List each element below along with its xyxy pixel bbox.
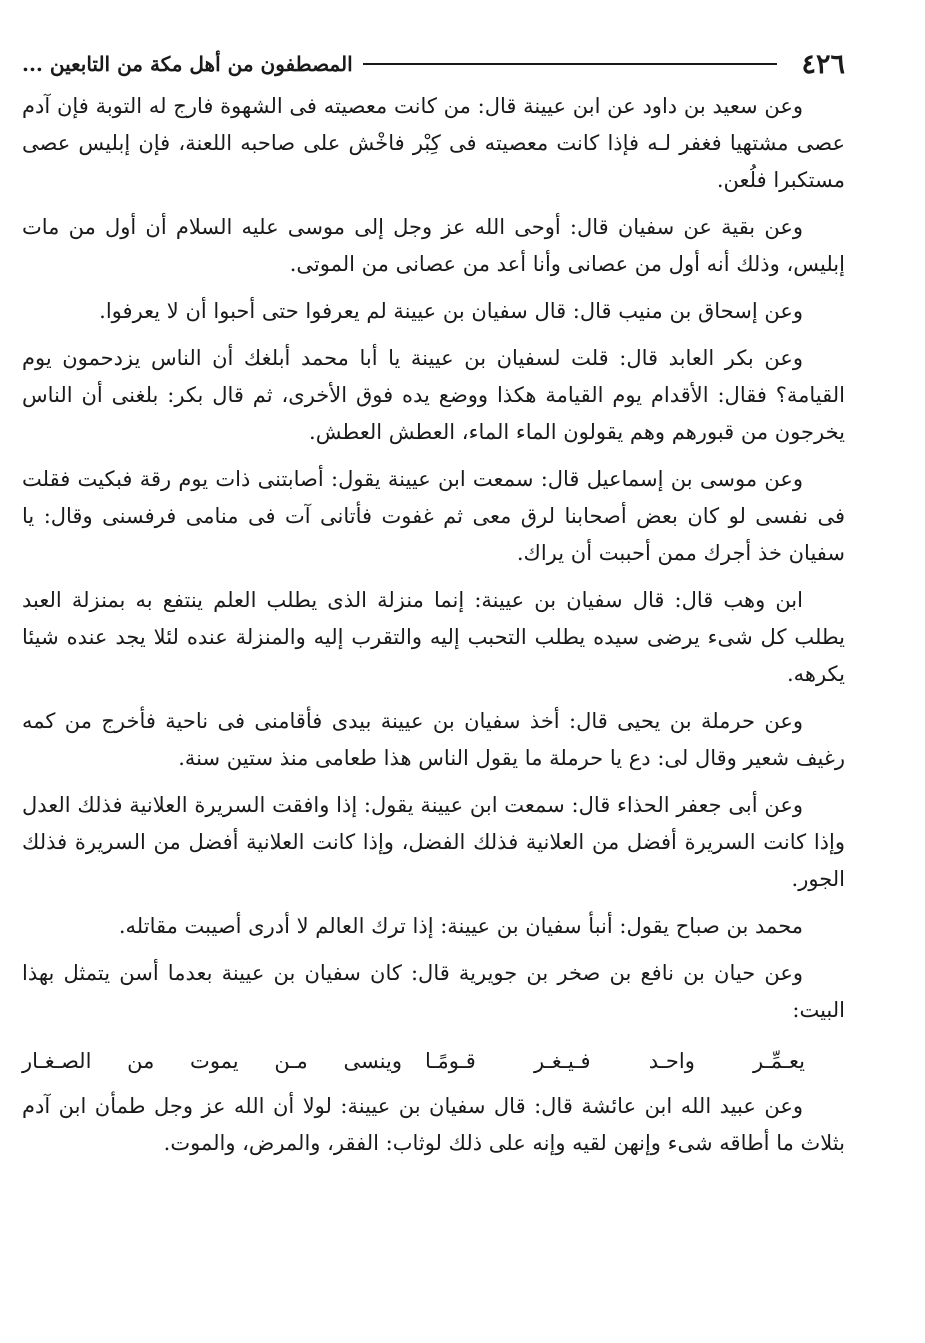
paragraph: وعن بكر العابد قال: قلت لسفيان بن عيينة يا أبا محمد أبلغك أن الناس يزدحمون يوم القيامة؟ فقال: الأقدام يوم القيامة هكذا ووضع يده فوق الأخرى، ثم قال بكر: بلغنى أن الناس يخرجون من قبورهم وهم يقولون الماء الماء، العطش العطش. — [22, 346, 845, 444]
paragraph: وعن سعيد بن داود عن ابن عيينة قال: من كانت معصيته فى الشهوة فارج له التوبة فإن آدم عصى مشتهيا فغفر لـه فإذا كانت معصيته فى كِبْر فاخْش على صاحبه اللعنة، فإن إبليس عصى مستكبرا فلُعن. — [22, 94, 845, 192]
poetry-verse — [22, 1043, 805, 1080]
paragraph: وعن أبى جعفر الحذاء قال: سمعت ابن عيينة يقول: إذا وافقت السريرة العلانية فذلك العدل وإذا كانت السريرة أفضل من العلانية فذلك الفضل، وإذا كانت العلانية أفضل من السريرة فذلك الجور. — [22, 793, 845, 891]
page-header — [22, 40, 845, 88]
verse-first-hemistich: يعـمِّـر واحـد فـيـغـر قـومًـا — [425, 1049, 805, 1073]
header-rule — [363, 63, 778, 65]
verse-second-hemistich: وينسى مـن يموت من الصـغـار — [22, 1049, 402, 1073]
running-title: المصطفون من أهل مكة من التابعين ... — [22, 52, 353, 76]
paragraph: وعن موسى بن إسماعيل قال: سمعت ابن عيينة يقول: أصابتنى ذات يوم رقة فبكيت فقلت فى نفسى لو كان بعض أصحابنا لرق معى ثم غفوت فأتانى آت فى منامى فرفسنى وقال: يا سفيان خذ أجرك ممن أحببت أن يراك. — [22, 467, 845, 565]
paragraph: ابن وهب قال: قال سفيان بن عيينة: إنما منزلة الذى يطلب العلم ينتفع به بمنزلة العبد يطلب كل شىء يرضى سيده يطلب التحبب إليه والتقرب إليه والمنزلة عنده لئلا يجد عنده شيئا يكرهه. — [22, 588, 845, 686]
paragraph: محمد بن صباح يقول: أنبأ سفيان بن عيينة: إذا ترك العالم لا أدرى أصيبت مقاتله. — [118, 914, 803, 938]
paragraph: وعن إسحاق بن منيب قال: قال سفيان بن عيينة لم يعرفوا حتى أحبوا أن لا يعرفوا. — [99, 299, 803, 323]
final-paragraph: وعن عبيد الله ابن عائشة قال: قال سفيان بن عيينة: لولا أن الله عز وجل طمأن ابن آدم بثلاث ما أطاقه شىء وإنهن لقيه وإنه على ذلك لوثاب: الفقر، والمرض، والموت. — [22, 1094, 845, 1155]
paragraph: وعن بقية عن سفيان قال: أوحى الله عز وجل إلى موسى عليه السلام أن أول من مات إبليس، وذلك أنه أول من عصانى وأنا أعد من عصانى من الموتى. — [22, 215, 845, 276]
paragraph: وعن حرملة بن يحيى قال: أخذ سفيان بن عيينة بيدى فأقامنى فى ناحية فأخرج من كمه رغيف شعير وقال لى: دع يا حرملة ما يقول الناس هذا طعامى منذ ستين سنة. — [22, 709, 845, 770]
book-page — [22, 40, 845, 1172]
page-number: ٤٢٦ — [801, 48, 845, 80]
paragraph: وعن حيان بن نافع بن صخر بن جويرية قال: كان سفيان بن عيينة بعدما أسن يتمثل بهذا البيت: — [22, 961, 845, 1022]
